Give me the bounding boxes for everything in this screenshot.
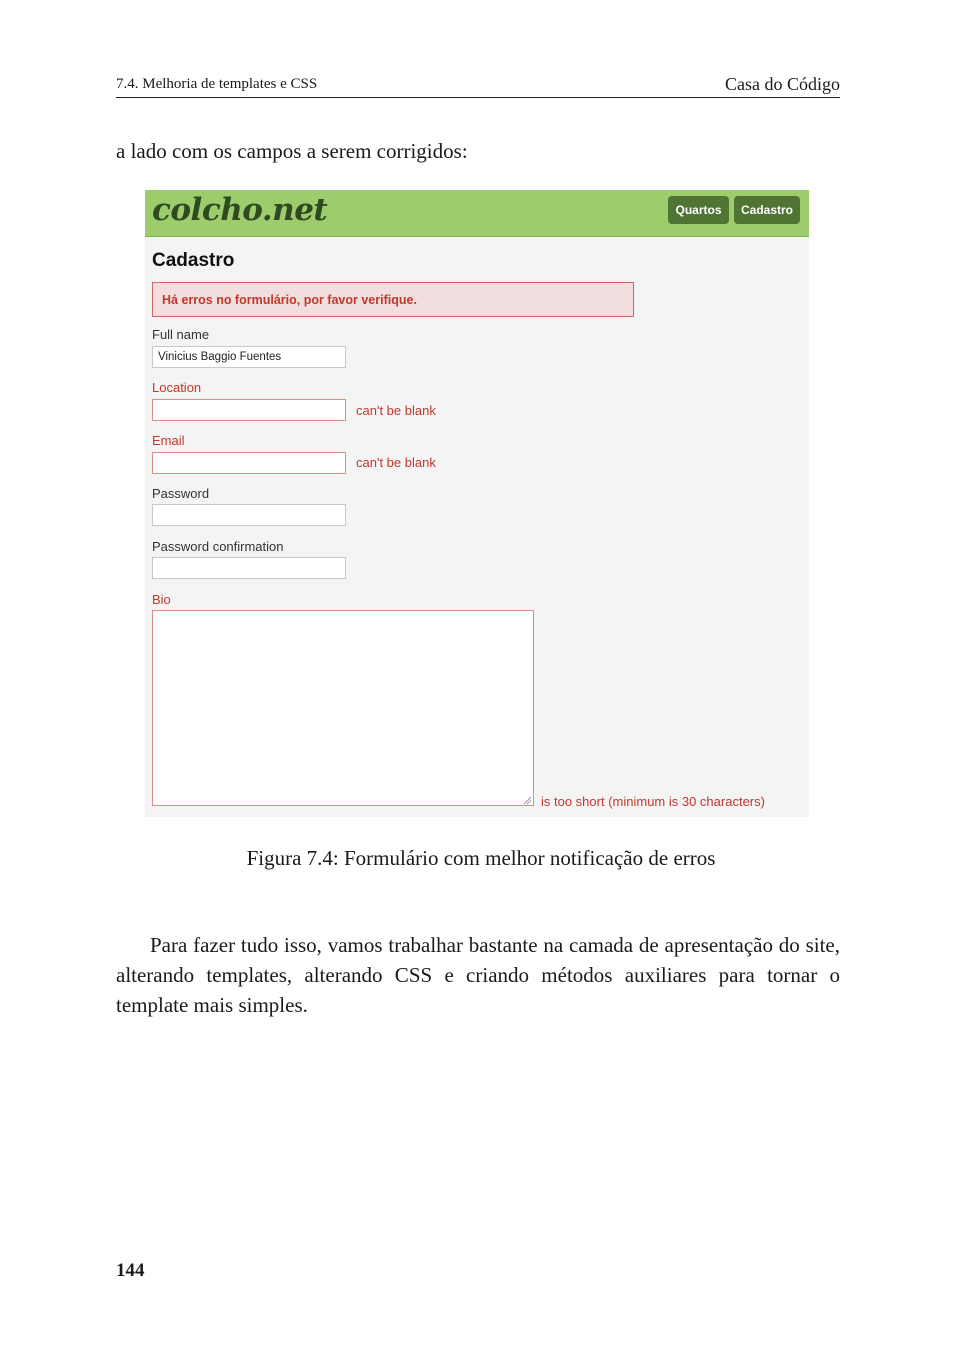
- running-head: [116, 74, 840, 98]
- error-alert-text: Há erros no formulário, por favor verifique.: [162, 293, 417, 307]
- body-paragraph-text: Para fazer tudo isso, vamos trabalhar bastante na camada de apresentação do site, alterando templates, alterando CSS e criando métodos auxiliares para tornar o template mais simples.: [116, 933, 840, 1017]
- body-paragraph: [116, 930, 840, 1020]
- resize-handle-icon[interactable]: [522, 795, 532, 805]
- signup-form-screenshot: [145, 190, 809, 817]
- figure-caption: Figura 7.4: Formulário com melhor notificação de erros: [246, 846, 716, 870]
- form-title: Cadastro: [152, 250, 235, 271]
- error-alert: [152, 282, 634, 317]
- site-logo[interactable]: colcho.net: [152, 192, 328, 228]
- location-error: can't be blank: [356, 403, 436, 418]
- navbar: [145, 190, 809, 237]
- location-label: Location: [152, 380, 202, 395]
- email-label: Email: [152, 433, 185, 448]
- full-name-label: Full name: [152, 327, 210, 342]
- location-input[interactable]: [152, 399, 346, 421]
- nav-quartos-button[interactable]: Quartos: [668, 196, 729, 224]
- bio-label: Bio: [152, 592, 171, 607]
- password-label: Password: [152, 486, 210, 501]
- nav-cadastro-button[interactable]: Cadastro: [734, 196, 800, 224]
- password-confirmation-input[interactable]: [152, 557, 346, 579]
- bio-error: is too short (minimum is 30 characters): [541, 794, 765, 809]
- intro-text: a lado com os campos a serem corrigidos:: [116, 139, 468, 163]
- page-number: 144: [116, 1260, 145, 1281]
- password-input[interactable]: [152, 504, 346, 526]
- section-title: 7.4. Melhoria de templates e CSS: [116, 76, 318, 92]
- email-input[interactable]: [152, 452, 346, 474]
- password-confirmation-label: Password confirmation: [152, 539, 284, 554]
- bio-textarea[interactable]: [152, 610, 534, 806]
- book-title: Casa do Código: [725, 74, 840, 94]
- full-name-input[interactable]: Vinicius Baggio Fuentes: [152, 346, 346, 368]
- email-error: can't be blank: [356, 455, 436, 470]
